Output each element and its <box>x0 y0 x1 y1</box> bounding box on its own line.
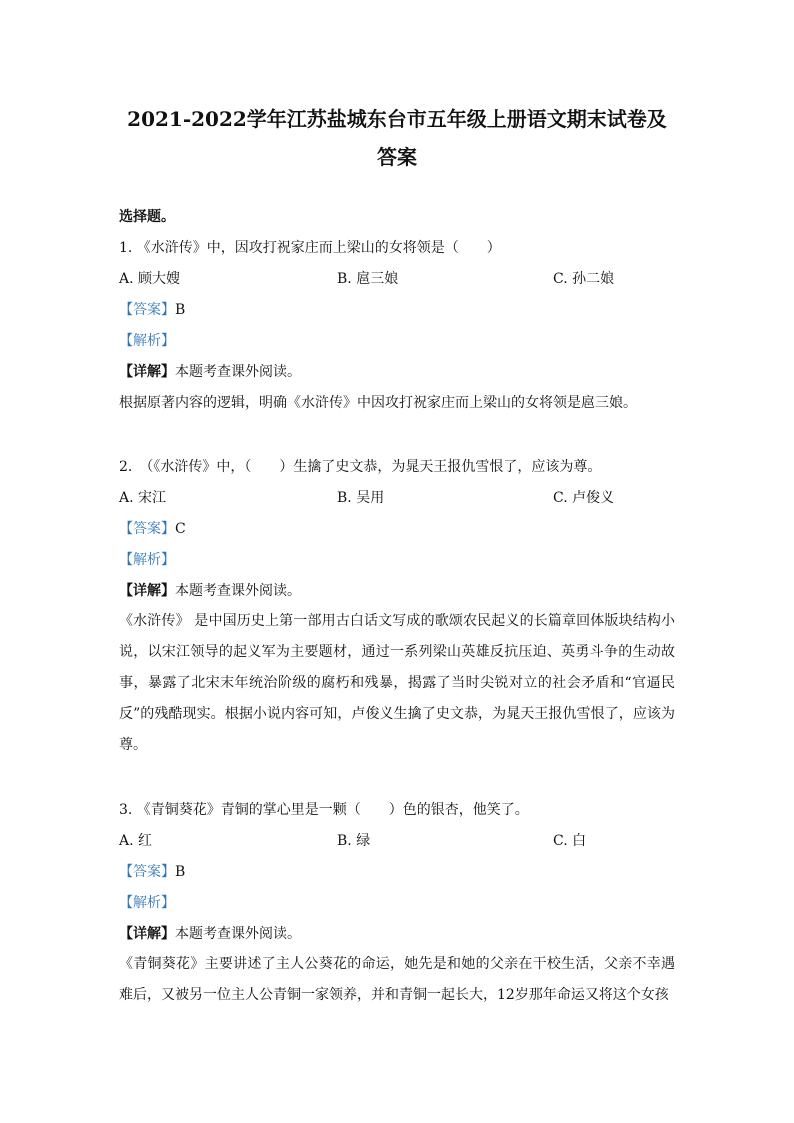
question-3-answer <box>119 862 185 882</box>
title-line-2: 答案 <box>377 145 417 169</box>
answer-label: 【答案】 <box>119 864 175 880</box>
question-1-option-a: A. 顾大嫂 <box>119 271 181 287</box>
question-1-option-c: C. 孙二娘 <box>553 271 615 287</box>
question-2-text: 2. （《水浒传》中，（ ）生擒了史文恭，为晁天王报仇雪恨了，应该为尊。 <box>119 459 602 475</box>
answer-label: 【答案】 <box>119 302 175 318</box>
question-1-detail <box>119 362 301 382</box>
question-3-detail <box>119 924 301 944</box>
question-1-analysis-label: 【解析】 <box>119 333 175 349</box>
question-1-text: 1. 《水浒传》中，因攻打祝家庄而上梁山的女将领是（ ） <box>119 240 501 256</box>
answer-value: B <box>175 864 186 880</box>
section-heading: 选择题。 <box>119 209 175 225</box>
detail-label: 【详解】 <box>119 583 175 599</box>
question-2-analysis-label: 【解析】 <box>119 552 175 568</box>
answer-value: C <box>175 521 186 537</box>
answer-value: B <box>175 302 186 318</box>
question-2-explanation: 《水浒传》 是中国历史上第一部用古白话文写成的歌颂农民起义的长篇章回体版块结构小说，以宋江领导的起义军为主要题材，通过一系列梁山英雄反抗压迫、英勇斗争的生动故事，暴露了北宋末年统治阶级的腐朽和残暴，揭露了当时尖锐对立的社会矛盾和“官逼民反”的残酷现实。根据小说内容可知，卢俊义生擒了史文恭，为晁天王报仇雪恨了，应该为尊。 <box>119 613 675 753</box>
document-title <box>112 100 682 176</box>
question-3-explanation: 《青铜葵花》主要讲述了主人公葵花的命运，她先是和她的父亲在干校生活，父亲不幸遇难后，又被另一位主人公青铜一家领养，并和青铜一起长大，12岁那年命运又将这个女孩 <box>119 956 675 1003</box>
question-2-detail <box>119 581 301 601</box>
question-3-option-a: A. 红 <box>119 833 153 849</box>
detail-label: 【详解】 <box>119 364 175 380</box>
question-3-option-c: C. 白 <box>553 833 587 849</box>
answer-label: 【答案】 <box>119 521 175 537</box>
detail-text: 本题考查课外阅读。 <box>175 583 301 599</box>
question-2-answer <box>119 519 186 539</box>
question-1-explanation: 根据原著内容的逻辑，明确《水浒传》中因攻打祝家庄而上梁山的女将领是扈三娘。 <box>119 395 637 411</box>
question-3-text: 3. 《青铜葵花》青铜的掌心里是一颗（ ）色的银杏，他笑了。 <box>119 802 529 818</box>
detail-text: 本题考查课外阅读。 <box>175 364 301 380</box>
question-3-analysis-label: 【解析】 <box>119 895 175 911</box>
question-3-option-b: B. 绿 <box>337 833 371 849</box>
question-2-option-b: B. 吴用 <box>337 490 385 506</box>
question-2-option-c: C. 卢俊义 <box>553 490 615 506</box>
detail-text: 本题考查课外阅读。 <box>175 926 301 942</box>
detail-label: 【详解】 <box>119 926 175 942</box>
question-1-answer <box>119 300 185 320</box>
title-line-1: 2021-2022学年江苏盐城东台市五年级上册语文期末试卷及 <box>127 107 667 131</box>
question-2-option-a: A. 宋江 <box>119 490 167 506</box>
question-1-option-b: B. 扈三娘 <box>337 271 399 287</box>
